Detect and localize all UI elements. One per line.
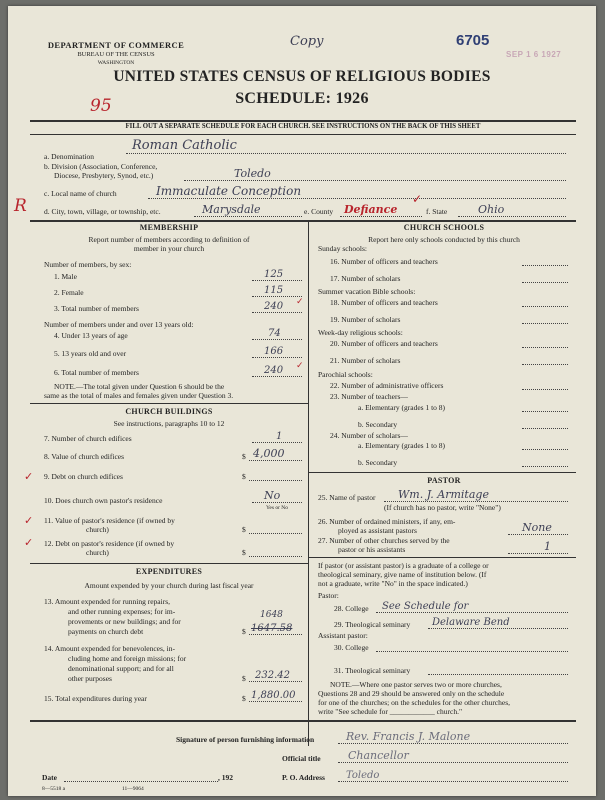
division-value: Toledo — [234, 167, 271, 180]
city-field — [194, 205, 302, 217]
membership-intro-2: member in your church — [133, 244, 205, 253]
q12-dollar: $ — [242, 548, 246, 557]
q11-label-1: 11. Value of pastor's residence (if owned by — [44, 516, 175, 525]
instruction-rule — [30, 134, 576, 135]
q11-label-2: church) — [86, 525, 109, 534]
q30-label: 30. College — [334, 643, 369, 652]
form-code-2: 11—9064 — [122, 786, 144, 792]
q7-value: 1 — [276, 431, 283, 442]
q23b-label: b. Secondary — [358, 420, 398, 429]
q26-label-1: 26. Number of ordained ministers, if any, em- — [318, 517, 456, 526]
signature-field — [338, 732, 568, 744]
q17-field — [522, 271, 568, 283]
q14-dollar: $ — [242, 674, 246, 683]
q7-field — [252, 431, 302, 443]
denomination-label: a. Denomination — [44, 152, 94, 161]
q13-label-2: and other running expenses; for im- — [68, 607, 176, 616]
vacation-label: Summer vacation Bible schools: — [318, 287, 416, 296]
q9-field — [249, 469, 302, 481]
q16-label: 16. Number of officers and teachers — [330, 257, 438, 266]
q22-label: 22. Number of administrative officers — [330, 381, 444, 390]
q4-field — [252, 328, 302, 340]
expenditures-title: EXPENDITURES — [135, 567, 203, 576]
q11-dollar: $ — [242, 525, 246, 534]
q27-field — [508, 542, 568, 554]
pastor-note-4: write "See schedule for ____________ church." — [318, 707, 463, 716]
q1-field — [252, 269, 302, 281]
q19-label: 19. Number of scholars — [330, 315, 401, 324]
form-code-1: 8—5518 a — [42, 786, 66, 792]
official-title-label: Official title — [282, 754, 321, 763]
local-name-value: Immaculate Conception — [156, 184, 302, 198]
copy-annotation: Copy — [290, 34, 324, 49]
schools-intro: Report here only schools conducted by this church — [368, 235, 520, 244]
q2-field — [252, 285, 302, 297]
q14-field — [249, 670, 302, 682]
instruction-line: FILL OUT A SEPARATE SCHEDULE FOR EACH CHURCH. SEE INSTRUCTIONS ON THE BACK OF THIS SHEET — [125, 123, 481, 130]
document-number: 6705 — [456, 32, 490, 49]
q23a-label: a. Elementary (grades 1 to 8) — [358, 403, 446, 412]
q14-label-1: 14. Amount expended for benevolences, in- — [44, 644, 176, 653]
assistant-subheading: Assistant pastor: — [318, 631, 368, 640]
q19-field — [522, 312, 568, 324]
q13-label-3: provements or new buildings; and for — [68, 617, 181, 626]
q6-field — [252, 365, 302, 377]
schools-title: CHURCH SCHOOLS — [403, 223, 485, 232]
q31-field — [428, 663, 568, 675]
city-value: Marysdale — [202, 203, 261, 216]
q28-value: See Schedule for — [382, 601, 469, 612]
sunday-label: Sunday schools: — [318, 244, 367, 253]
graduate-note-2: theological seminary, give name of institution below. (If — [318, 570, 487, 579]
footer-rule — [30, 720, 576, 722]
pastor-note-3: for one of the churches; on the schedules for the other churches, — [318, 698, 511, 707]
q9-label: 9. Debt on church edifices — [44, 472, 123, 481]
q30-field — [376, 640, 568, 652]
q13-field — [249, 623, 302, 635]
membership-note-1: NOTE.—The total given under Question 6 should be the — [54, 382, 225, 391]
q8-value: 4,000 — [253, 447, 285, 460]
city-label: d. City, town, village, or township, etc. — [44, 207, 161, 216]
q13-value: 1647.58 — [251, 623, 293, 634]
membership-intro-1: Report number of members according to definition of — [88, 235, 250, 244]
q27-label-1: 27. Number of other churches served by the — [318, 536, 450, 545]
q23a-field — [522, 400, 568, 412]
q4-value: 74 — [268, 328, 281, 339]
q24-label: 24. Number of scholars— — [330, 431, 408, 440]
date-field — [64, 770, 218, 782]
q21-label: 21. Number of scholars — [330, 356, 401, 365]
q6-label: 6. Total number of members — [54, 368, 139, 377]
q25-label: 25. Name of pastor — [318, 493, 376, 502]
graduate-rule — [308, 557, 576, 558]
q5-field — [252, 346, 302, 358]
census-schedule-sheet — [8, 6, 596, 796]
q16-field — [522, 254, 568, 266]
q23b-field — [522, 417, 568, 429]
q9-check-mark: ✓ — [24, 471, 34, 483]
received-date-stamp: SEP 1 6 1927 — [506, 50, 562, 59]
q28-field — [376, 601, 568, 613]
q3-value: 240 — [264, 301, 284, 312]
q5-value: 166 — [264, 346, 284, 357]
q24b-field — [522, 455, 568, 467]
county-value: Defiance — [344, 203, 398, 216]
q14-value: 232.42 — [255, 670, 290, 681]
q14-label-3: denominational support; and for all — [68, 664, 174, 673]
pastor-note-2: Questions 28 and 29 should be answered only on the schedule — [318, 689, 505, 698]
department-label: DEPARTMENT OF COMMERCE — [47, 40, 185, 50]
q26-label-2: ployed as assistant pastors — [338, 526, 417, 535]
q6-value: 240 — [264, 365, 284, 376]
local-name-field — [148, 184, 566, 199]
denomination-value: Roman Catholic — [132, 138, 237, 153]
q29-value: Delaware Bend — [432, 617, 510, 628]
q10-label: 10. Does church own pastor's residence — [44, 496, 163, 505]
state-field — [458, 205, 566, 217]
q7-label: 7. Number of church edifices — [44, 434, 132, 443]
q23-label: 23. Number of teachers— — [330, 392, 408, 401]
q12-field — [249, 545, 302, 557]
date-year: , 192 — [218, 773, 233, 782]
buildings-sub: See instructions, paragraphs 10 to 12 — [113, 419, 225, 428]
po-address-value: Toledo — [346, 770, 380, 781]
pastor-title: PASTOR — [427, 476, 461, 485]
buildings-title: CHURCH BUILDINGS — [125, 407, 213, 416]
q12-label-1: 12. Debt on pastor's residence (if owned by — [44, 539, 175, 548]
q27-value: 1 — [544, 540, 551, 553]
q2-value: 115 — [264, 285, 284, 296]
q10-field — [252, 491, 302, 503]
division-label-1: b. Division (Association, Conference, — [44, 162, 158, 171]
q20-field — [522, 336, 568, 348]
q18-label: 18. Number of officers and teachers — [330, 298, 438, 307]
date-label: Date — [42, 773, 57, 782]
q11-check-mark: ✓ — [24, 515, 34, 527]
q20-label: 20. Number of officers and teachers — [330, 339, 438, 348]
q5-label: 5. 13 years old and over — [54, 349, 127, 358]
po-address-field — [338, 770, 568, 782]
q24a-label: a. Elementary (grades 1 to 8) — [358, 441, 446, 450]
column-divider — [308, 220, 309, 746]
q21-field — [522, 353, 568, 365]
expenditures-rule — [30, 563, 308, 564]
q8-label: 8. Value of church edifices — [44, 452, 125, 461]
q22-field — [522, 378, 568, 390]
q11-field — [249, 522, 302, 534]
schedule-title: SCHEDULE: 1926 — [235, 90, 369, 107]
q12-label-2: church) — [86, 548, 109, 557]
q24a-field — [522, 438, 568, 450]
county-label: e. County — [304, 207, 334, 216]
q1-label: 1. Male — [54, 272, 77, 281]
q3-field — [252, 301, 302, 313]
q2-label: 2. Female — [54, 288, 84, 297]
official-title-value: Chancellor — [348, 749, 409, 762]
q9-dollar: $ — [242, 472, 246, 481]
q12-check-mark: ✓ — [24, 537, 34, 549]
q18-field — [522, 295, 568, 307]
bureau-label: BUREAU OF THE CENSUS — [77, 51, 155, 58]
q25-value: Wm. J. Armitage — [398, 488, 489, 501]
buildings-rule — [30, 403, 308, 404]
age-intro-label: Number of members under and over 13 years old: — [44, 320, 194, 329]
division-field — [184, 169, 566, 181]
signature-value: Rev. Francis J. Malone — [346, 730, 471, 743]
q27-label-2: pastor or his assistants — [338, 545, 406, 554]
q15-label: 15. Total expenditures during year — [44, 694, 147, 703]
membership-note-2: same as the total of males and females given under Question 3. — [44, 391, 234, 400]
q10-hint: Yes or No — [265, 505, 289, 511]
graduate-note-3: not a graduate, write "No" in the space indicated.) — [318, 579, 468, 588]
q14-label-2: cluding home and foreign missions; for — [68, 654, 187, 663]
q15-field — [249, 690, 302, 702]
weekday-label: Week-day religious schools: — [318, 328, 403, 337]
q3-check-mark: ✓ — [296, 296, 304, 306]
section-rule — [30, 220, 576, 222]
pastor-note-1: NOTE.—Where one pastor serves two or more churches, — [330, 680, 502, 689]
signature-label: Signature of person furnishing information — [176, 735, 315, 744]
graduate-note-1: If pastor (or assistant pastor) is a graduate of a college or — [318, 561, 489, 570]
form-title: UNITED STATES CENSUS OF RELIGIOUS BODIES — [113, 68, 491, 85]
by-sex-label: Number of members, by sex: — [44, 260, 132, 269]
county-check-mark: ✓ — [412, 192, 423, 206]
q13-label-1: 13. Amount expended for running repairs, — [44, 597, 171, 606]
page-mark-95: 95 — [90, 96, 112, 116]
q10-value: No — [264, 489, 281, 502]
q15-dollar: $ — [242, 694, 246, 703]
official-title-field — [338, 751, 568, 763]
q13-margin-note: 1648 — [260, 610, 283, 620]
q8-field — [249, 449, 302, 461]
q6-check-mark: ✓ — [296, 360, 304, 370]
denomination-field — [126, 138, 566, 154]
q31-label: 31. Theological seminary — [334, 666, 411, 675]
state-label: f. State — [426, 207, 448, 216]
q8-dollar: $ — [242, 452, 246, 461]
q13-dollar: $ — [242, 627, 246, 636]
po-address-label: P. O. Address — [282, 773, 325, 782]
q26-value: None — [522, 521, 552, 534]
local-name-label: c. Local name of church — [44, 189, 117, 198]
parochial-label: Parochial schools: — [318, 370, 373, 379]
q25-field — [384, 490, 568, 502]
q14-label-4: other purposes — [68, 674, 112, 683]
q29-field — [428, 617, 568, 629]
expenditures-sub: Amount expended by your church during last fiscal year — [84, 581, 254, 590]
county-field — [340, 205, 422, 217]
q26-field — [508, 523, 568, 535]
q25-hint: (If church has no pastor, write "None") — [384, 503, 501, 512]
q24b-label: b. Secondary — [358, 458, 398, 467]
q3-label: 3. Total number of members — [54, 304, 139, 313]
q4-label: 4. Under 13 years of age — [54, 331, 128, 340]
city-label: WASHINGTON — [97, 60, 135, 66]
pastor-subheading: Pastor: — [318, 591, 339, 600]
top-rule — [30, 120, 576, 122]
q15-value: 1,880.00 — [251, 690, 296, 701]
division-label-2: Diocese, Presbytery, Synod, etc.) — [54, 171, 154, 180]
pastor-rule — [308, 472, 576, 473]
q1-value: 125 — [264, 269, 284, 280]
r-mark: R — [14, 196, 27, 216]
q28-label: 28. College — [334, 604, 369, 613]
q13-label-4: payments on church debt — [68, 627, 144, 636]
q17-label: 17. Number of scholars — [330, 274, 401, 283]
q29-label: 29. Theological seminary — [334, 620, 411, 629]
membership-title: MEMBERSHIP — [139, 223, 199, 232]
state-value: Ohio — [478, 203, 505, 216]
